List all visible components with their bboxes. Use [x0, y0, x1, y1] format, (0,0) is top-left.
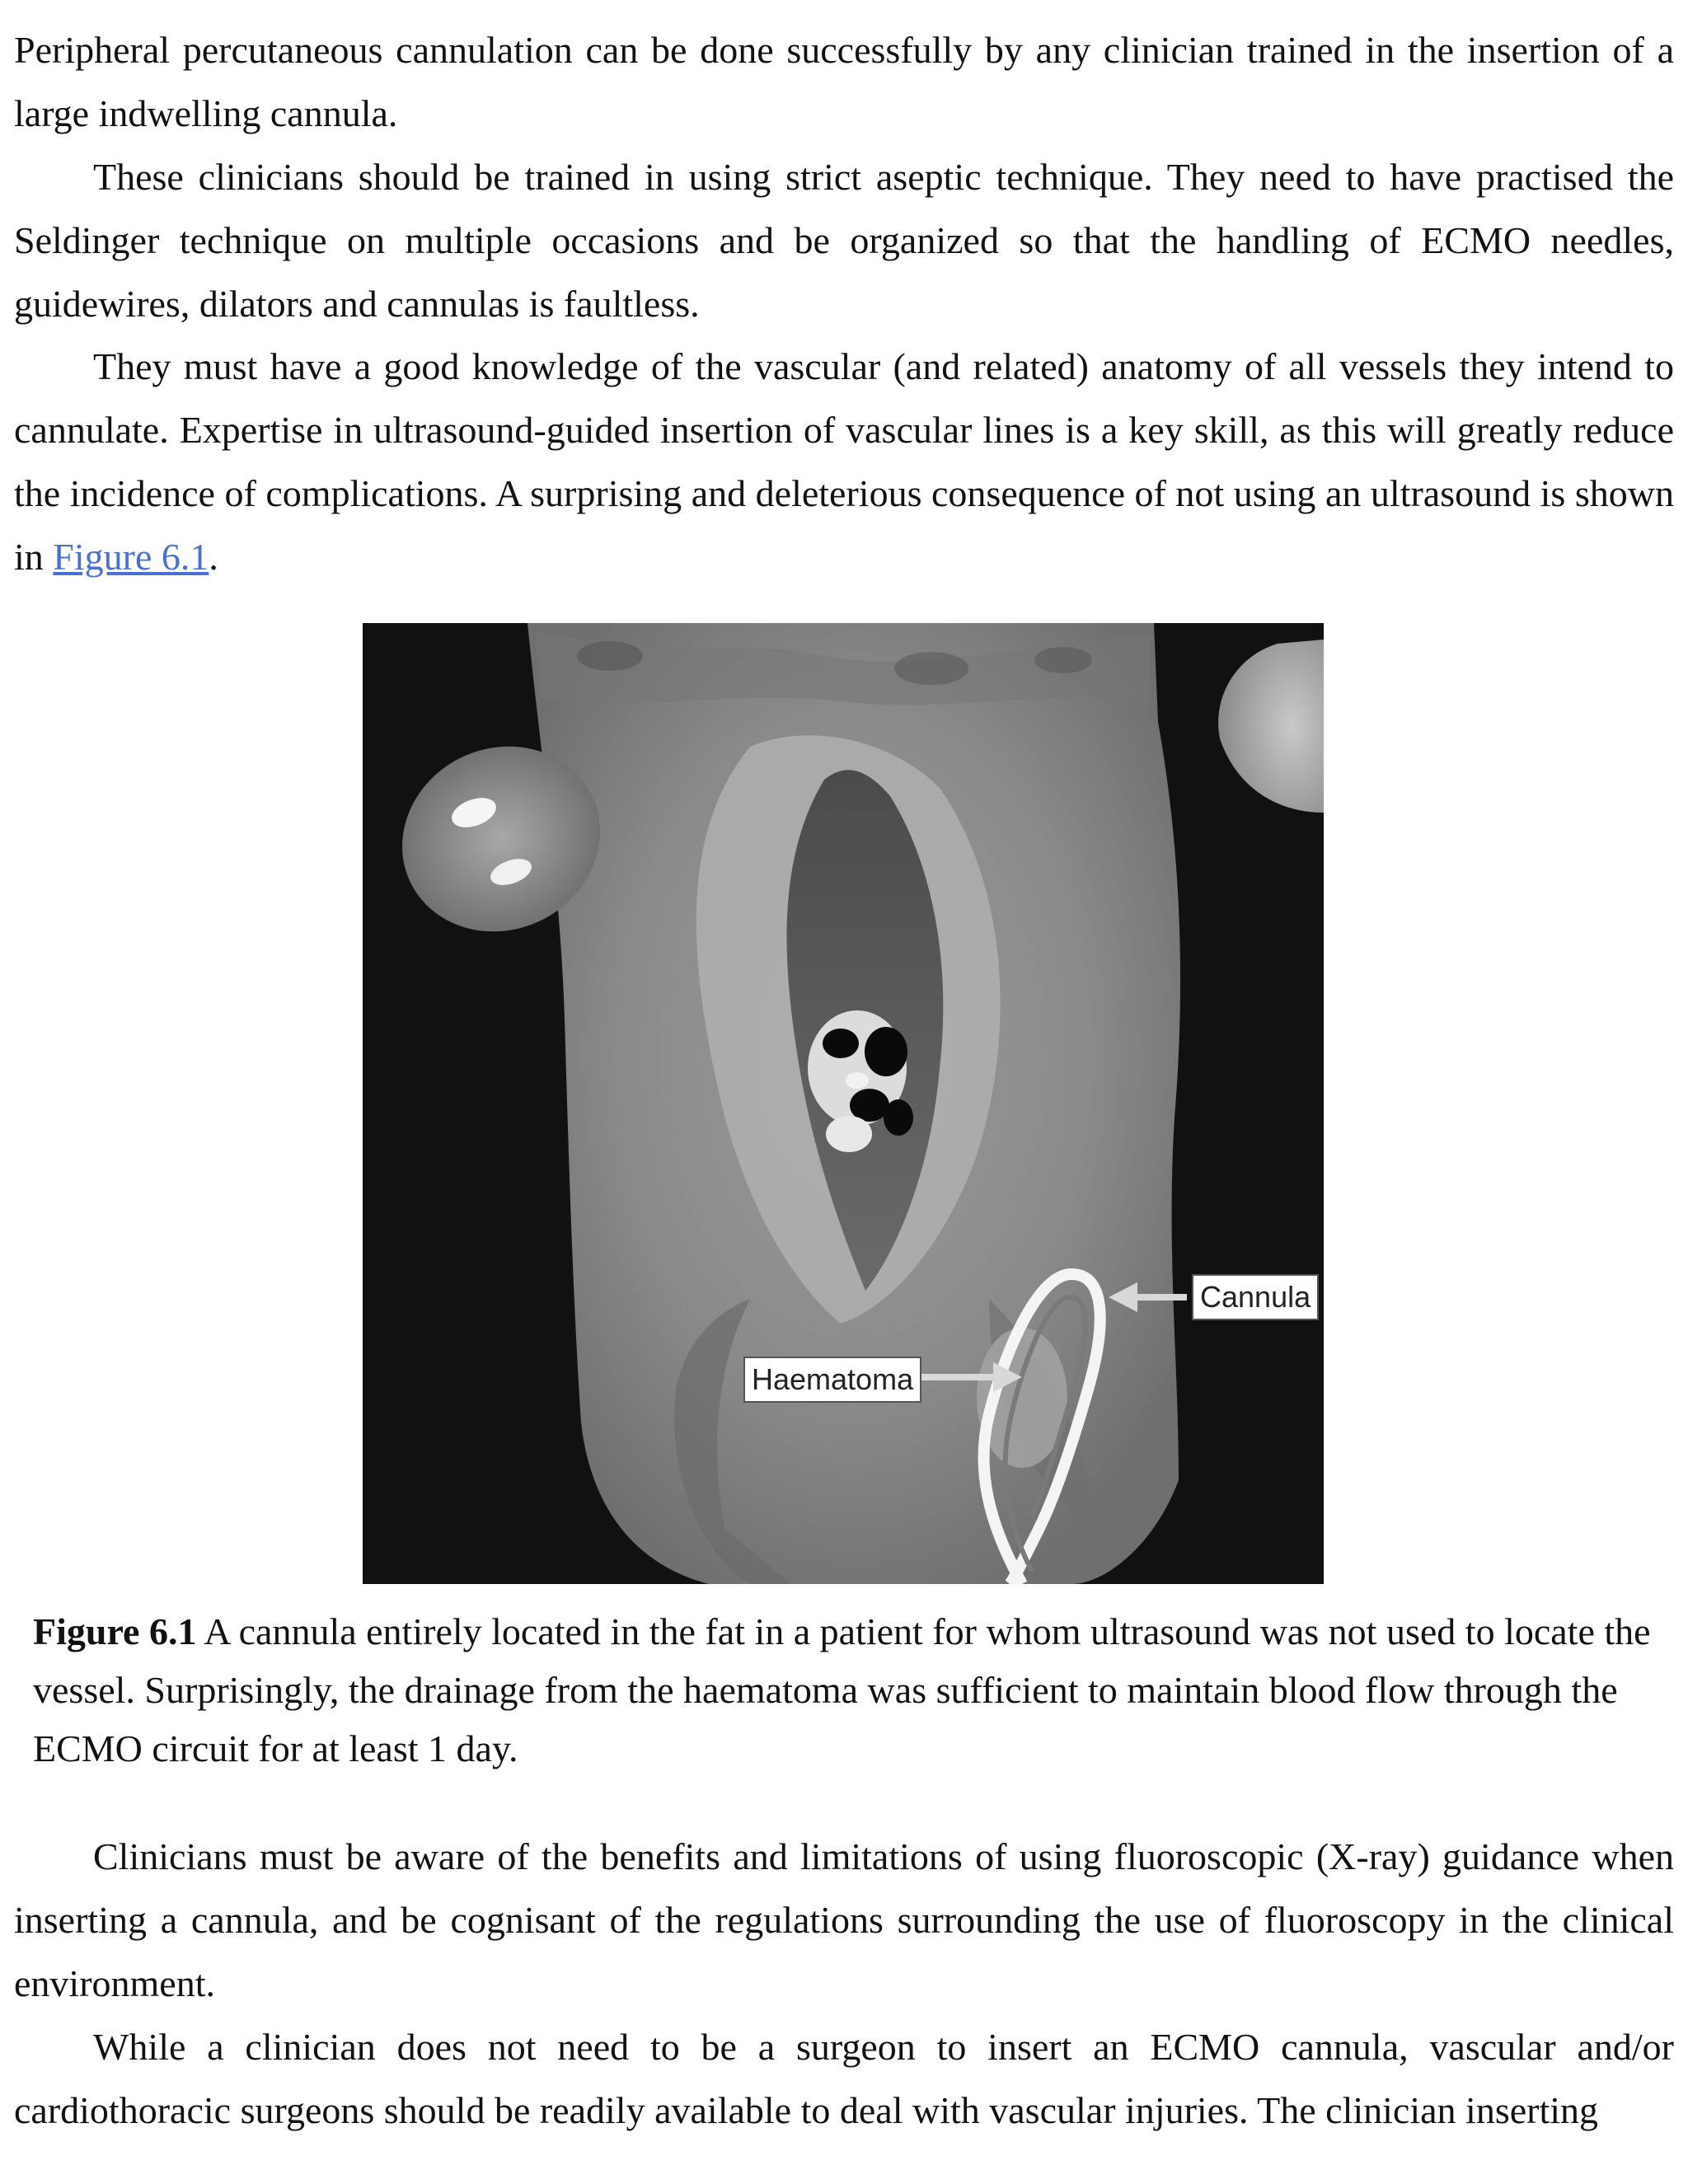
ct-scan-image — [363, 623, 1324, 1584]
paragraph-3-end: . — [209, 536, 218, 578]
right-limb-section — [1218, 640, 1324, 813]
caption-text: A cannula entirely located in the fat in a patient for whom ultrasound was not used to locate the vessel. Surprisingly, the drainage from the haematoma was sufficient to maintain blood flow through the ECMO circuit for at least 1 day. — [33, 1610, 1651, 1769]
ct-scan-drawing — [363, 623, 1324, 1584]
paragraph-3 — [14, 335, 1674, 588]
paragraph-1: Peripheral percutaneous cannulation can be done successfully by any clinician trained in the insertion of a large indwelling cannula. — [14, 29, 1674, 134]
cannula-label: Cannula — [1192, 1274, 1319, 1320]
paragraph-4: Clinicians must be aware of the benefits and limitations of using fluoroscopic (X-ray) guidance when inserting a cannula, and be cognisant of the regulations surrounding the use of fluoroscopy in the clinical environment. — [14, 1835, 1674, 2004]
paragraph-3-text: They must have a good knowledge of the vascular (and related) anatomy of all vessels they intend to cannulate. Expertise in ultrasound-guided insertion of vascular lines is a key skill, as this will greatly reduce the incidence of complications. A surprising and deleterious consequence of not using an ultrasound is shown in — [14, 345, 1674, 578]
haematoma-label: Haematoma — [743, 1357, 921, 1403]
paragraph-2: These clinicians should be trained in using strict aseptic technique. They need to have practised the Seldinger technique on multiple occasions and be organized so that the handling of ECMO needles, guidewires, dilators and cannulas is faultless. — [14, 156, 1674, 325]
figure-caption — [33, 1602, 1665, 1778]
figure-6-1-link[interactable]: Figure 6.1 — [53, 536, 209, 578]
paragraph-5: While a clinician does not need to be a surgeon to insert an ECMO cannula, vascular and/or cardiothoracic surgeons should be readily available to deal with vascular injuries. The clinician inserting — [14, 2026, 1674, 2131]
caption-figure-number: Figure 6.1 — [33, 1610, 197, 1652]
